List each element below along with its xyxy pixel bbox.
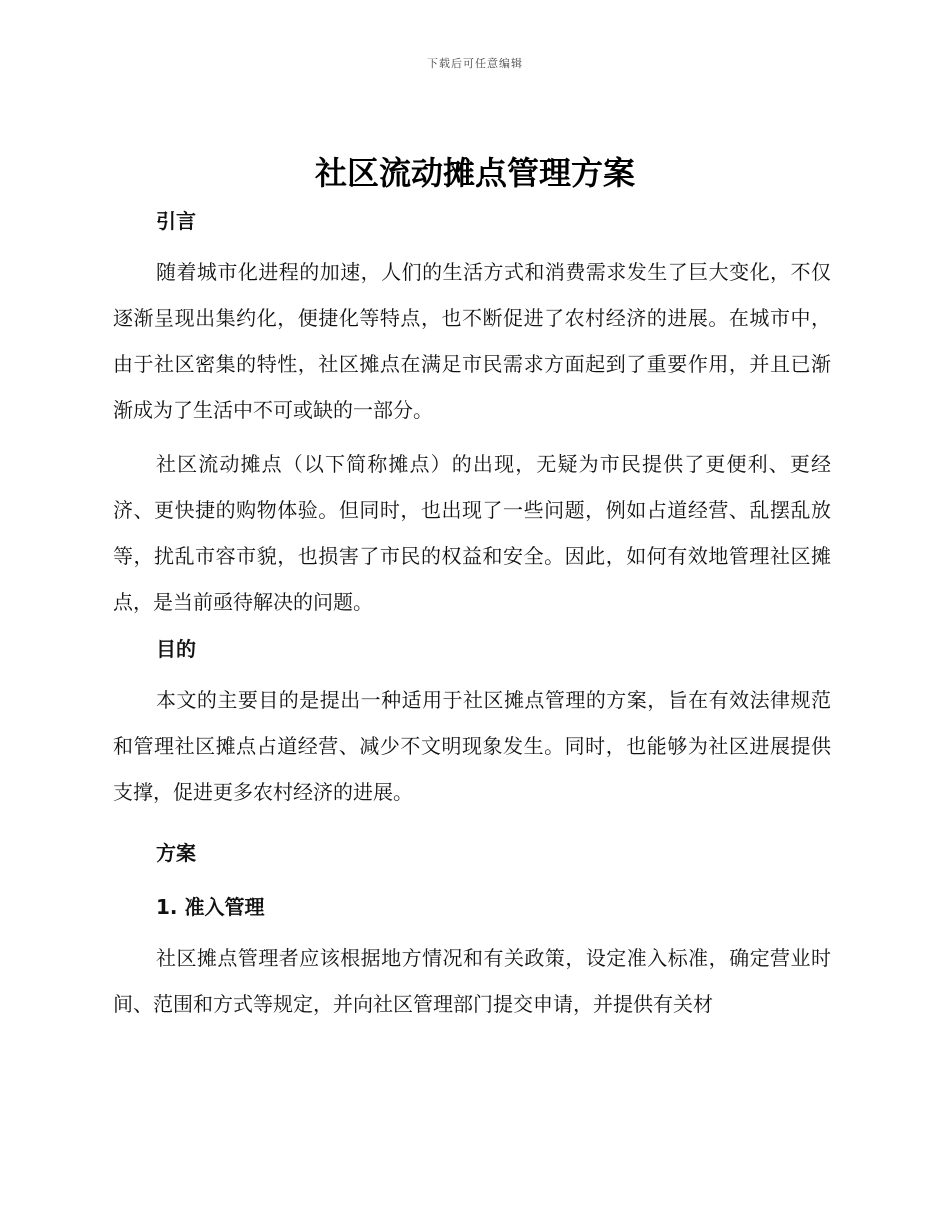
paragraph-intro-1: 随着城市化进程的加速，人们的生活方式和消费需求发生了巨大变化，不仅逐渐呈现出集约化，便捷化等特点，也不断促进了农村经济的进展。在城市中，由于社区密集的特性，社区摊点在满足市民需求方面起到了重要作用，并且已渐渐成为了生活中不可或缺的一部分。 <box>113 260 831 422</box>
section-heading-plan: 方案 <box>156 841 196 865</box>
paragraph-intro-2: 社区流动摊点（以下简称摊点）的出现，无疑为市民提供了更便利、更经济、更快捷的购物体验。但同时，也出现了一些问题，例如占道经营、乱摆乱放等，扰乱市容市貌，也损害了市民的权益和安全。因此，如何有效地管理社区摊点，是当前亟待解决的问题。 <box>113 452 831 614</box>
paragraph-purpose-1: 本文的主要目的是提出一种适用于社区摊点管理的方案，旨在有效法律规范和管理社区摊点占道经营、减少不文明现象发生。同时，也能够为社区进展提供支撑，促进更多农村经济的进展。 <box>113 688 831 804</box>
section-heading-purpose: 目的 <box>156 637 196 661</box>
header-note: 下载后可任意编辑 <box>427 57 523 70</box>
section-heading-intro: 引言 <box>156 209 196 233</box>
subsection-heading-admission: 1. 准入管理 <box>156 895 265 919</box>
document-body <box>113 205 831 1027</box>
document-title: 社区流动摊点管理方案 <box>314 154 635 192</box>
paragraph-admission-1: 社区摊点管理者应该根据地方情况和有关政策，设定准入标准，确定营业时间、范围和方式等规定，并向社区管理部门提交申请，并提供有关材 <box>113 946 831 1016</box>
